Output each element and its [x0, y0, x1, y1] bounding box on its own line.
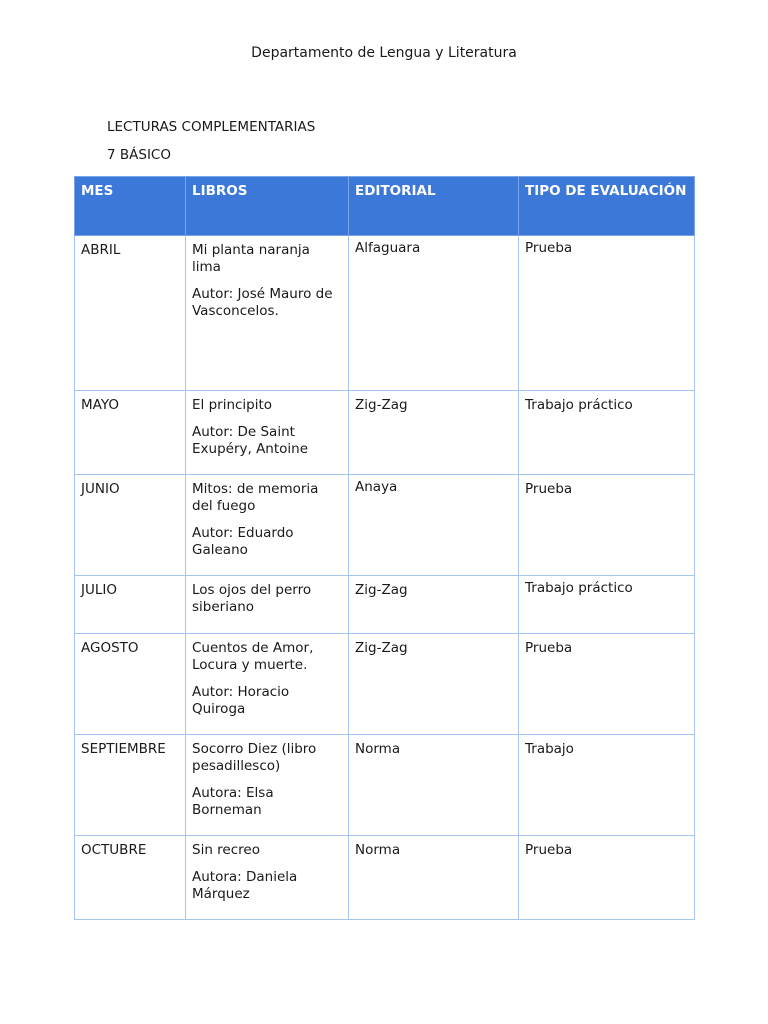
cell-editorial: Anaya	[349, 475, 519, 576]
book-author: Autor: Horacio Quiroga	[192, 684, 290, 717]
cell-editorial: Alfaguara	[349, 236, 519, 391]
cell-libro	[186, 391, 349, 475]
grade-label: 7 BÁSICO	[107, 147, 171, 163]
cell-evaluacion: Prueba	[519, 475, 695, 576]
book-title: Mi planta naranja lima	[192, 242, 310, 275]
header-tipo-evaluacion: TIPO DE EVALUACIÓN	[519, 177, 695, 236]
book-title: Socorro Diez (libro pesadillesco)	[192, 741, 317, 774]
cell-libro	[186, 475, 349, 576]
header-editorial: EDITORIAL	[349, 177, 519, 236]
section-title: LECTURAS COMPLEMENTARIAS	[107, 119, 316, 135]
cell-editorial: Zig-Zag	[349, 391, 519, 475]
header-libros: LIBROS	[186, 177, 349, 236]
table-row	[75, 236, 695, 391]
table-row	[75, 836, 695, 920]
table-row	[75, 576, 695, 634]
cell-evaluacion: Prueba	[519, 836, 695, 920]
cell-editorial: Norma	[349, 836, 519, 920]
cell-evaluacion: Trabajo práctico	[519, 391, 695, 475]
cell-libro	[186, 634, 349, 735]
cell-evaluacion: Prueba	[519, 236, 695, 391]
header-mes: MES	[75, 177, 186, 236]
table-row	[75, 735, 695, 836]
book-author: Autor: Eduardo Galeano	[192, 525, 294, 558]
cell-evaluacion: Trabajo práctico	[519, 576, 695, 634]
book-author: Autor: De Saint Exupéry, Antoine	[192, 424, 309, 457]
document-header: Departamento de Lengua y Literatura	[251, 45, 517, 61]
cell-mes: MAYO	[75, 391, 186, 475]
book-author: Autor: José Mauro de Vasconcelos.	[192, 286, 333, 319]
cell-evaluacion: Prueba	[519, 634, 695, 735]
cell-mes: JUNIO	[75, 475, 186, 576]
readings-table	[74, 176, 695, 920]
book-title: Mitos: de memoria del fuego	[192, 481, 319, 514]
table-row	[75, 391, 695, 475]
cell-libro	[186, 836, 349, 920]
book-title: El principito	[192, 397, 273, 413]
table-row	[75, 634, 695, 735]
cell-libro	[186, 576, 349, 634]
cell-mes: OCTUBRE	[75, 836, 186, 920]
cell-editorial: Norma	[349, 735, 519, 836]
cell-mes: AGOSTO	[75, 634, 186, 735]
cell-evaluacion: Trabajo	[519, 735, 695, 836]
table-row	[75, 475, 695, 576]
cell-editorial: Zig-Zag	[349, 576, 519, 634]
table-header-row	[75, 177, 695, 236]
book-title: Los ojos del perro siberiano	[192, 582, 312, 615]
cell-libro	[186, 735, 349, 836]
book-title: Cuentos de Amor, Locura y muerte.	[192, 640, 314, 673]
cell-mes: SEPTIEMBRE	[75, 735, 186, 836]
book-title: Sin recreo	[192, 842, 260, 858]
book-author: Autora: Elsa Borneman	[192, 785, 274, 818]
cell-libro	[186, 236, 349, 391]
book-author: Autora: Daniela Márquez	[192, 869, 298, 902]
cell-mes: ABRIL	[75, 236, 186, 391]
cell-mes: JULIO	[75, 576, 186, 634]
cell-editorial: Zig-Zag	[349, 634, 519, 735]
